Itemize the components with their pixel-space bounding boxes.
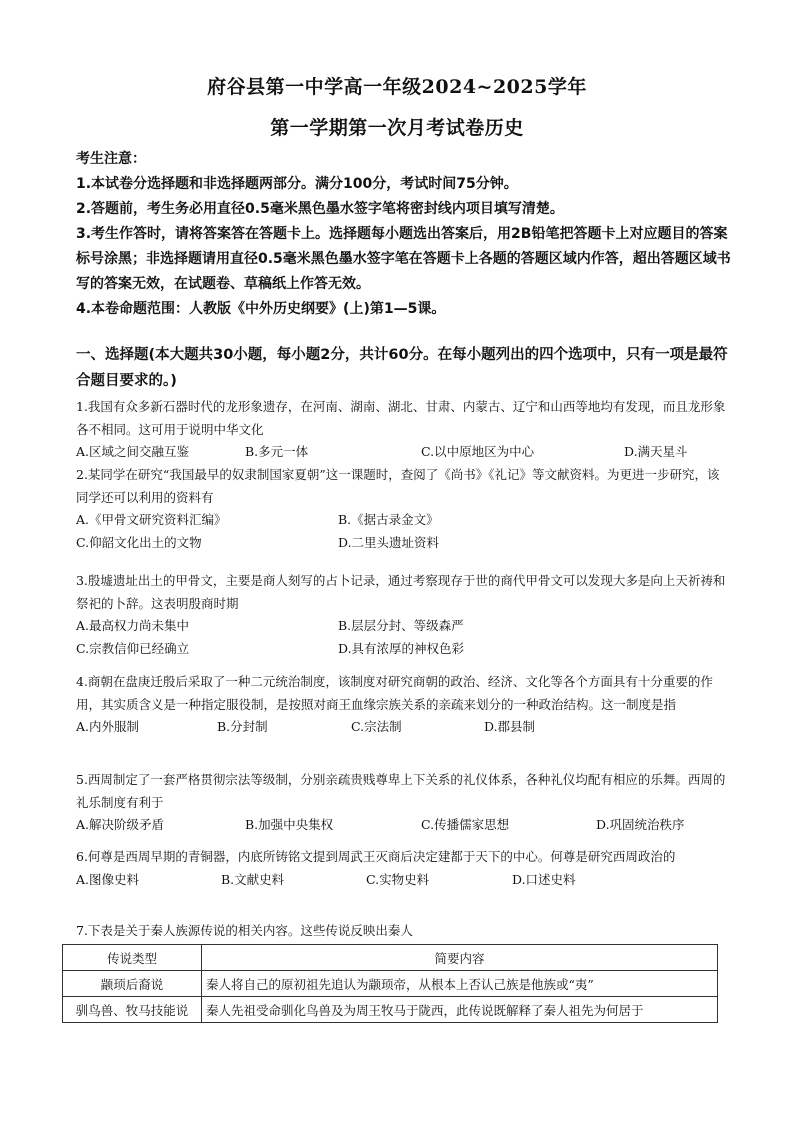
question-stem: 6.何尊是西周早期的青铜器，内底所铸铭文提到周武王灭商后决定建都于天下的中心。何尊是研究西周政治的 <box>76 849 676 864</box>
question-stem: 5.西周制定了一套严格贯彻宗法等级制，分别亲疏贵贱尊卑上下关系的礼仪体系，各种礼仪均配有相应的乐舞。西周的礼乐制度有利于 <box>76 772 726 810</box>
table-cell: 秦人将自己的原初祖先追认为颛顼帝，从根本上否认己族是他族或“夷” <box>202 971 718 997</box>
legend-table <box>62 944 718 1023</box>
option-b: B.加强中央集权 <box>245 817 334 832</box>
option-c: C.实物史料 <box>366 871 430 887</box>
option-c: C.以中原地区为中心 <box>421 444 535 459</box>
option-d: D.满天星斗 <box>624 444 688 459</box>
option-a: A.最高权力尚未集中 <box>76 618 190 633</box>
table-cell: 秦人先祖受命驯化鸟兽及为周王牧马于陇西，此传说既解释了秦人祖先为何居于 <box>202 997 718 1023</box>
option-b: B.层层分封、等级森严 <box>338 618 464 633</box>
notice-item: 3.考生作答时，请将答案答在答题卡上。选择题每小题选出答案后，用2B铅笔把答题卡上对应题目的答案标号涂黑；非选择题请用直径0.5毫米黑色墨水签字笔在答题卡上各题的答题区域内作答，超出答题区域书写的答案无效，在试题卷、草稿纸上作答无效。 <box>76 226 731 292</box>
option-d: D.二里头遗址资料 <box>338 534 440 550</box>
option-b: B.《据古录金文》 <box>338 512 439 527</box>
notice-item: 2.答题前，考生务必用直径0.5毫米黑色墨水签字笔将密封线内项目填写清楚。 <box>76 201 564 217</box>
question-7 <box>76 920 730 943</box>
option-b: B.多元一体 <box>245 444 309 459</box>
option-a: A.《甲骨文研究资料汇编》 <box>76 512 227 527</box>
question-stem: 4.商朝在盘庚迁殷后采取了一种二元统治制度，该制度对研究商朝的政治、经济、文化等各个方面具有十分重要的作用，其实质含义是一种指定服役制，是按照对商王血缘宗族关系的亲疏来划分的一种政治结构。这一制度是指 <box>76 674 713 712</box>
table-row <box>63 997 718 1023</box>
option-c: C.传播儒家思想 <box>421 817 510 832</box>
table-header-cell: 传说类型 <box>63 945 202 971</box>
option-b: B.分封制 <box>217 719 268 734</box>
table-cell: 颛顼后裔说 <box>63 971 202 997</box>
question-stem: 3.殷墟遗址出土的甲骨文，主要是商人刻写的占卜记录，通过考察现存于世的商代甲骨文可以发现大多是向上天祈祷和祭祀的卜辞。这表明殷商时期 <box>76 573 726 611</box>
question-stem: 7.下表是关于秦人族源传说的相关内容。这些传说反映出秦人 <box>76 923 413 938</box>
option-row <box>76 532 730 555</box>
notice-item: 4.本卷命题范围：人教版《中外历史纲要》(上)第1—5课。 <box>76 301 446 317</box>
option-c: C.宗教信仰已经确立 <box>76 640 190 656</box>
option-a: A.内外服制 <box>76 719 140 734</box>
option-row <box>76 509 730 532</box>
question-1 <box>76 396 730 464</box>
section-heading: 一、选择题(本大题共30小题，每小题2分，共计60分。在每小题列出的四个选项中，只有一项是最符合题目要求的。) <box>76 347 728 389</box>
question-stem: 1.我国有众多新石器时代的龙形象遗存，在河南、湖南、湖北、甘肃、内蒙古、辽宁和山西等地均有发现，而且龙形象各不相同。这可用于说明中华文化 <box>76 399 726 437</box>
option-c: C.仰韶文化出土的文物 <box>76 534 202 550</box>
option-row <box>76 716 730 739</box>
question-3 <box>76 570 730 660</box>
option-row <box>76 441 730 464</box>
question-4 <box>76 671 730 739</box>
table-header-cell: 简要内容 <box>202 945 718 971</box>
option-d: D.郡县制 <box>484 719 536 734</box>
question-stem: 2.某同学在研究“我国最早的奴隶制国家夏朝”这一课题时，查阅了《尚书》《礼记》等文献资料。为更进一步研究，该同学还可以利用的资料有 <box>76 467 720 505</box>
exam-title-line2: 第一学期第一次月考试卷历史 <box>270 117 524 139</box>
question-5 <box>76 769 730 837</box>
table-cell: 驯鸟兽、牧马技能说 <box>63 997 202 1023</box>
table-row <box>63 971 718 997</box>
notice-item: 1.本试卷分选择题和非选择题两部分。满分100分，考试时间75分钟。 <box>76 176 518 192</box>
option-row <box>76 814 730 837</box>
option-a: A.图像史料 <box>76 871 140 887</box>
exam-title-line1: 府谷县第一中学高一年级2024~2025学年 <box>207 76 587 98</box>
option-d: D.口述史料 <box>512 871 576 887</box>
option-row <box>76 869 730 892</box>
option-a: A.解决阶级矛盾 <box>76 817 165 832</box>
option-c: C.宗法制 <box>351 719 402 734</box>
option-a: A.区域之间交融互鉴 <box>76 444 190 459</box>
option-d: D.巩固统治秩序 <box>596 817 685 832</box>
question-6 <box>76 846 730 891</box>
option-row <box>76 638 730 661</box>
option-d: D.具有浓厚的神权色彩 <box>338 640 465 656</box>
question-2 <box>76 464 730 554</box>
notice-heading: 考生注意： <box>76 151 146 167</box>
exam-notice <box>76 147 736 322</box>
option-row <box>76 615 730 638</box>
table-header-row <box>63 945 718 971</box>
option-b: B.文献史料 <box>221 871 285 887</box>
